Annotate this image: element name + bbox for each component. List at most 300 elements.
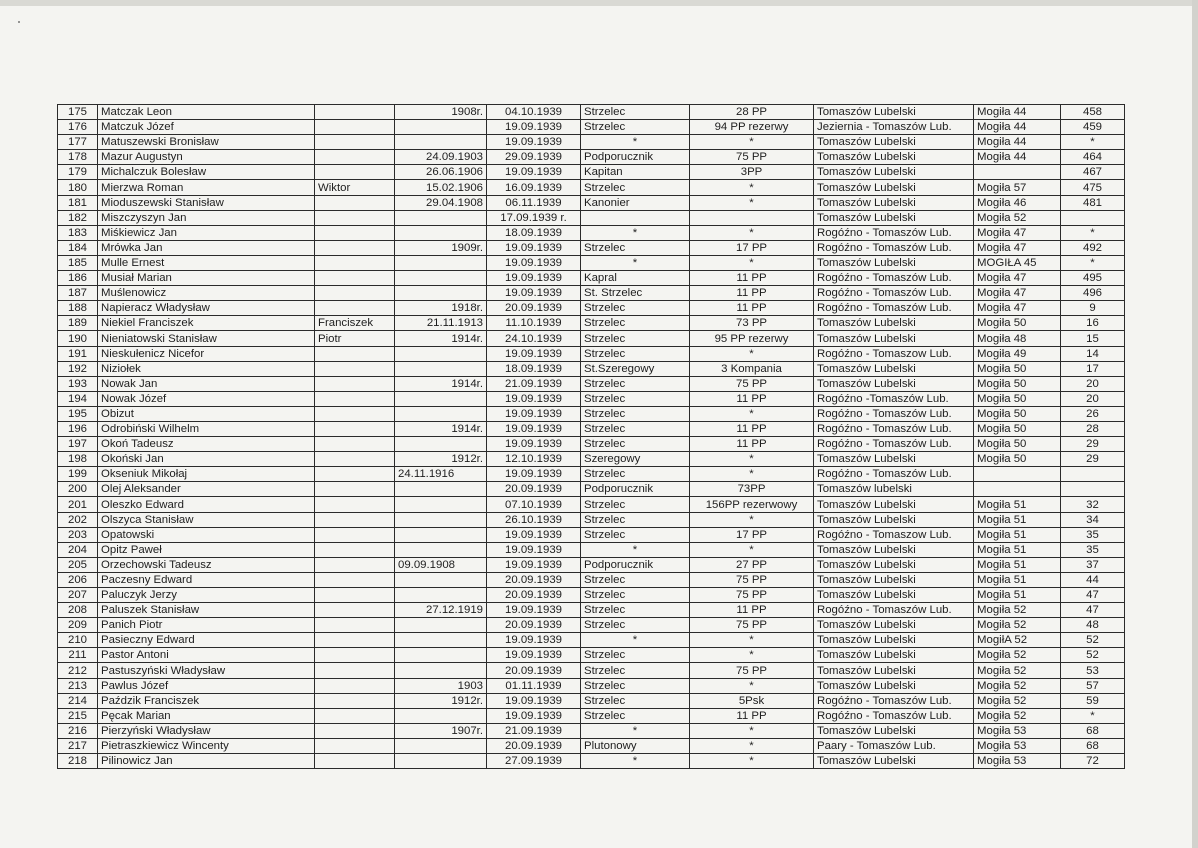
father-name-cell (315, 588, 395, 603)
father-name-cell (315, 105, 395, 120)
surname-name-cell: Orzechowski Tadeusz (98, 557, 315, 572)
surname-name-cell: Michalczuk Bolesław (98, 165, 315, 180)
surname-name-cell: Matczuk Józef (98, 120, 315, 135)
surname-name-cell: Mazur Augustyn (98, 150, 315, 165)
place-cell: Rogóźno - Tomaszów Lub. (814, 301, 974, 316)
row-number-cell: 185 (58, 255, 98, 270)
death-date-cell: 17.09.1939 r. (487, 210, 581, 225)
father-name-cell: Wiktor (315, 180, 395, 195)
death-date-cell: 19.09.1939 (487, 527, 581, 542)
place-cell: Tomaszów lubelski (814, 482, 974, 497)
grave-number-cell: * (1061, 255, 1125, 270)
grave-cell (974, 467, 1061, 482)
surname-name-cell: Mrówka Jan (98, 240, 315, 255)
birth-date-cell (395, 482, 487, 497)
place-cell: Tomaszów Lubelski (814, 557, 974, 572)
rank-cell: * (581, 225, 690, 240)
surname-name-cell: Nowak Józef (98, 391, 315, 406)
surname-name-cell: Miśkiewicz Jan (98, 225, 315, 240)
father-name-cell (315, 346, 395, 361)
rank-cell: * (581, 723, 690, 738)
rank-cell: St. Strzelec (581, 286, 690, 301)
row-number-cell: 210 (58, 633, 98, 648)
table-row (58, 542, 1125, 557)
birth-date-cell (395, 135, 487, 150)
unit-cell: * (690, 467, 814, 482)
unit-cell: 11 PP (690, 437, 814, 452)
place-cell: Tomaszów Lubelski (814, 588, 974, 603)
death-date-cell: 11.10.1939 (487, 316, 581, 331)
grave-cell: Mogiła 52 (974, 663, 1061, 678)
row-number-cell: 177 (58, 135, 98, 150)
unit-cell (690, 210, 814, 225)
birth-date-cell (395, 754, 487, 769)
row-number-cell: 192 (58, 361, 98, 376)
rank-cell: Strzelec (581, 240, 690, 255)
death-date-cell: 16.09.1939 (487, 180, 581, 195)
table-row (58, 376, 1125, 391)
birth-date-cell (395, 512, 487, 527)
birth-date-cell (395, 572, 487, 587)
grave-cell: Mogiła 46 (974, 195, 1061, 210)
death-date-cell: 19.09.1939 (487, 603, 581, 618)
row-number-cell: 188 (58, 301, 98, 316)
father-name-cell (315, 557, 395, 572)
birth-date-cell (395, 346, 487, 361)
table-row (58, 165, 1125, 180)
row-number-cell: 212 (58, 663, 98, 678)
place-cell: Rogóźno -Tomaszów Lub. (814, 391, 974, 406)
father-name-cell (315, 452, 395, 467)
father-name-cell (315, 135, 395, 150)
rank-cell: Kapitan (581, 165, 690, 180)
birth-date-cell: 24.11.1916 (395, 467, 487, 482)
death-date-cell: 26.10.1939 (487, 512, 581, 527)
unit-cell: 17 PP (690, 240, 814, 255)
birth-date-cell (395, 542, 487, 557)
table-row (58, 678, 1125, 693)
father-name-cell (315, 618, 395, 633)
row-number-cell: 186 (58, 271, 98, 286)
place-cell: Rogóźno - Tomaszów Lub. (814, 421, 974, 436)
place-cell: Rogóźno - Tomaszow Lub. (814, 346, 974, 361)
grave-cell: MogiłA 52 (974, 633, 1061, 648)
grave-number-cell: * (1061, 708, 1125, 723)
unit-cell: * (690, 648, 814, 663)
table-row (58, 723, 1125, 738)
father-name-cell (315, 165, 395, 180)
father-name-cell (315, 708, 395, 723)
grave-number-cell: 52 (1061, 648, 1125, 663)
grave-number-cell: 48 (1061, 618, 1125, 633)
birth-date-cell: 1918r. (395, 301, 487, 316)
birth-date-cell (395, 120, 487, 135)
grave-number-cell: 72 (1061, 754, 1125, 769)
place-cell: Tomaszów Lubelski (814, 135, 974, 150)
surname-name-cell: Okoń Tadeusz (98, 437, 315, 452)
place-cell: Tomaszów Lubelski (814, 105, 974, 120)
table-row (58, 708, 1125, 723)
rank-cell: Podporucznik (581, 557, 690, 572)
grave-cell: Mogiła 51 (974, 497, 1061, 512)
table-row (58, 467, 1125, 482)
grave-cell: Mogiła 50 (974, 437, 1061, 452)
unit-cell: * (690, 255, 814, 270)
grave-number-cell: 28 (1061, 421, 1125, 436)
rank-cell: Strzelec (581, 180, 690, 195)
table-row (58, 120, 1125, 135)
father-name-cell (315, 497, 395, 512)
birth-date-cell (395, 738, 487, 753)
grave-number-cell: * (1061, 135, 1125, 150)
grave-cell: Mogiła 47 (974, 225, 1061, 240)
father-name-cell (315, 255, 395, 270)
grave-number-cell: 467 (1061, 165, 1125, 180)
death-date-cell: 19.09.1939 (487, 135, 581, 150)
row-number-cell: 194 (58, 391, 98, 406)
unit-cell: * (690, 542, 814, 557)
father-name-cell (315, 527, 395, 542)
father-name-cell (315, 603, 395, 618)
row-number-cell: 183 (58, 225, 98, 240)
surname-name-cell: Paluczyk Jerzy (98, 588, 315, 603)
table-row (58, 437, 1125, 452)
place-cell: Rogóźno - Tomaszów Lub. (814, 271, 974, 286)
father-name-cell (315, 301, 395, 316)
surname-name-cell: Nowak Jan (98, 376, 315, 391)
grave-number-cell: 52 (1061, 633, 1125, 648)
surname-name-cell: Nieniatowski Stanisław (98, 331, 315, 346)
row-number-cell: 217 (58, 738, 98, 753)
grave-cell: Mogiła 44 (974, 135, 1061, 150)
birth-date-cell (395, 406, 487, 421)
place-cell: Tomaszów Lubelski (814, 452, 974, 467)
rank-cell: * (581, 542, 690, 557)
rank-cell: Strzelec (581, 331, 690, 346)
grave-number-cell: 492 (1061, 240, 1125, 255)
death-date-cell: 19.09.1939 (487, 286, 581, 301)
birth-date-cell (395, 361, 487, 376)
place-cell: Tomaszów Lubelski (814, 255, 974, 270)
birth-date-cell (395, 255, 487, 270)
unit-cell: 3 Kompania (690, 361, 814, 376)
father-name-cell (315, 437, 395, 452)
grave-number-cell: 459 (1061, 120, 1125, 135)
table-row (58, 150, 1125, 165)
grave-number-cell: 35 (1061, 527, 1125, 542)
birth-date-cell: 27.12.1919 (395, 603, 487, 618)
row-number-cell: 178 (58, 150, 98, 165)
grave-number-cell: 9 (1061, 301, 1125, 316)
death-date-cell: 19.09.1939 (487, 557, 581, 572)
rank-cell: Podporucznik (581, 150, 690, 165)
grave-cell: Mogiła 50 (974, 406, 1061, 421)
surname-name-cell: Paździk Franciszek (98, 693, 315, 708)
table-row (58, 255, 1125, 270)
father-name-cell (315, 210, 395, 225)
death-date-cell: 21.09.1939 (487, 376, 581, 391)
row-number-cell: 193 (58, 376, 98, 391)
grave-cell: Mogiła 52 (974, 693, 1061, 708)
grave-cell: Mogiła 50 (974, 452, 1061, 467)
burial-register-table (57, 104, 1125, 769)
father-name-cell (315, 663, 395, 678)
surname-name-cell: Matczak Leon (98, 105, 315, 120)
grave-number-cell: 32 (1061, 497, 1125, 512)
father-name-cell (315, 286, 395, 301)
place-cell: Rogóźno - Tomaszow Lub. (814, 527, 974, 542)
birth-date-cell (395, 210, 487, 225)
unit-cell: * (690, 346, 814, 361)
death-date-cell: 12.10.1939 (487, 452, 581, 467)
grave-cell: Mogiła 52 (974, 648, 1061, 663)
surname-name-cell: Obizut (98, 406, 315, 421)
unit-cell: * (690, 754, 814, 769)
surname-name-cell: Opitz Paweł (98, 542, 315, 557)
unit-cell: 75 PP (690, 376, 814, 391)
grave-cell: Mogiła 44 (974, 150, 1061, 165)
grave-number-cell (1061, 482, 1125, 497)
father-name-cell (315, 361, 395, 376)
grave-cell: Mogiła 52 (974, 603, 1061, 618)
grave-cell: Mogiła 53 (974, 754, 1061, 769)
rank-cell: Strzelec (581, 618, 690, 633)
table-row (58, 240, 1125, 255)
rank-cell: Strzelec (581, 421, 690, 436)
rank-cell: Strzelec (581, 663, 690, 678)
row-number-cell: 218 (58, 754, 98, 769)
place-cell: Tomaszów Lubelski (814, 497, 974, 512)
grave-number-cell: 20 (1061, 391, 1125, 406)
birth-date-cell (395, 588, 487, 603)
row-number-cell: 198 (58, 452, 98, 467)
father-name-cell (315, 678, 395, 693)
row-number-cell: 201 (58, 497, 98, 512)
birth-date-cell (395, 271, 487, 286)
birth-date-cell: 29.04.1908 (395, 195, 487, 210)
row-number-cell: 175 (58, 105, 98, 120)
rank-cell: Strzelec (581, 437, 690, 452)
unit-cell: 11 PP (690, 286, 814, 301)
birth-date-cell (395, 527, 487, 542)
surname-name-cell: Pietraszkiewicz Wincenty (98, 738, 315, 753)
unit-cell: * (690, 195, 814, 210)
place-cell: Rogóźno - Tomaszów Lub. (814, 240, 974, 255)
row-number-cell: 179 (58, 165, 98, 180)
place-cell: Rogóźno - Tomaszów Lub. (814, 603, 974, 618)
table-row (58, 663, 1125, 678)
unit-cell: 11 PP (690, 421, 814, 436)
birth-date-cell: 1912r. (395, 452, 487, 467)
death-date-cell: 07.10.1939 (487, 497, 581, 512)
table-row (58, 180, 1125, 195)
grave-cell: Mogiła 47 (974, 286, 1061, 301)
father-name-cell (315, 467, 395, 482)
table-row (58, 135, 1125, 150)
death-date-cell: 18.09.1939 (487, 361, 581, 376)
death-date-cell: 19.09.1939 (487, 648, 581, 663)
father-name-cell (315, 633, 395, 648)
surname-name-cell: Paluszek Stanisław (98, 603, 315, 618)
birth-date-cell: 1908r. (395, 105, 487, 120)
surname-name-cell: Pilinowicz Jan (98, 754, 315, 769)
row-number-cell: 199 (58, 467, 98, 482)
surname-name-cell: Niziołek (98, 361, 315, 376)
row-number-cell: 202 (58, 512, 98, 527)
table-row (58, 225, 1125, 240)
father-name-cell (315, 648, 395, 663)
unit-cell: 5Psk (690, 693, 814, 708)
grave-cell: Mogiła 52 (974, 210, 1061, 225)
place-cell: Tomaszów Lubelski (814, 150, 974, 165)
birth-date-cell (395, 618, 487, 633)
death-date-cell: 18.09.1939 (487, 225, 581, 240)
grave-number-cell: 14 (1061, 346, 1125, 361)
birth-date-cell (395, 708, 487, 723)
table-row (58, 572, 1125, 587)
unit-cell: 28 PP (690, 105, 814, 120)
grave-number-cell (1061, 210, 1125, 225)
death-date-cell: 20.09.1939 (487, 618, 581, 633)
grave-number-cell: 47 (1061, 588, 1125, 603)
place-cell: Tomaszów Lubelski (814, 633, 974, 648)
surname-name-cell: Muślenowicz (98, 286, 315, 301)
surname-name-cell: Pierzyński Władysław (98, 723, 315, 738)
row-number-cell: 205 (58, 557, 98, 572)
death-date-cell: 19.09.1939 (487, 165, 581, 180)
place-cell: Rogóźno - Tomaszów Lub. (814, 708, 974, 723)
grave-number-cell (1061, 467, 1125, 482)
father-name-cell (315, 738, 395, 753)
row-number-cell: 197 (58, 437, 98, 452)
row-number-cell: 191 (58, 346, 98, 361)
birth-date-cell: 21.11.1913 (395, 316, 487, 331)
surname-name-cell: Musiał Marian (98, 271, 315, 286)
death-date-cell: 01.11.1939 (487, 678, 581, 693)
table-row (58, 738, 1125, 753)
unit-cell: 11 PP (690, 391, 814, 406)
rank-cell: Podporucznik (581, 482, 690, 497)
table-row (58, 301, 1125, 316)
unit-cell: * (690, 180, 814, 195)
death-date-cell: 19.09.1939 (487, 708, 581, 723)
rank-cell: Strzelec (581, 648, 690, 663)
grave-number-cell: 59 (1061, 693, 1125, 708)
unit-cell: * (690, 135, 814, 150)
rank-cell: Strzelec (581, 572, 690, 587)
grave-cell: Mogiła 52 (974, 618, 1061, 633)
grave-number-cell: 53 (1061, 663, 1125, 678)
grave-number-cell: 15 (1061, 331, 1125, 346)
unit-cell: * (690, 678, 814, 693)
surname-name-cell: Pastuszyński Władysław (98, 663, 315, 678)
grave-cell: Mogiła 57 (974, 180, 1061, 195)
death-date-cell: 20.09.1939 (487, 588, 581, 603)
place-cell: Tomaszów Lubelski (814, 195, 974, 210)
unit-cell: * (690, 723, 814, 738)
unit-cell: 95 PP rezerwy (690, 331, 814, 346)
unit-cell: * (690, 512, 814, 527)
birth-date-cell: 1907r. (395, 723, 487, 738)
unit-cell: * (690, 633, 814, 648)
grave-number-cell: 29 (1061, 437, 1125, 452)
rank-cell: Kanonier (581, 195, 690, 210)
death-date-cell: 20.09.1939 (487, 301, 581, 316)
birth-date-cell: 1903 (395, 678, 487, 693)
death-date-cell: 20.09.1939 (487, 482, 581, 497)
table-row (58, 618, 1125, 633)
rank-cell: Strzelec (581, 391, 690, 406)
row-number-cell: 190 (58, 331, 98, 346)
table-row (58, 693, 1125, 708)
unit-cell: * (690, 452, 814, 467)
unit-cell: 11 PP (690, 603, 814, 618)
table-row (58, 633, 1125, 648)
unit-cell: 11 PP (690, 708, 814, 723)
rank-cell: Strzelec (581, 316, 690, 331)
place-cell: Tomaszów Lubelski (814, 542, 974, 557)
unit-cell: 3PP (690, 165, 814, 180)
place-cell: Tomaszów Lubelski (814, 316, 974, 331)
grave-cell: Mogiła 51 (974, 572, 1061, 587)
grave-cell: Mogiła 47 (974, 271, 1061, 286)
death-date-cell: 04.10.1939 (487, 105, 581, 120)
rank-cell: Strzelec (581, 678, 690, 693)
unit-cell: 11 PP (690, 271, 814, 286)
unit-cell: 75 PP (690, 572, 814, 587)
rank-cell: Strzelec (581, 376, 690, 391)
row-number-cell: 181 (58, 195, 98, 210)
surname-name-cell: Niekiel Franciszek (98, 316, 315, 331)
place-cell: Rogóźno - Tomaszów Lub. (814, 467, 974, 482)
father-name-cell (315, 271, 395, 286)
grave-cell: Mogiła 50 (974, 361, 1061, 376)
rank-cell: Strzelec (581, 527, 690, 542)
grave-number-cell: 458 (1061, 105, 1125, 120)
death-date-cell: 19.09.1939 (487, 406, 581, 421)
grave-number-cell: 16 (1061, 316, 1125, 331)
surname-name-cell: Mierzwa Roman (98, 180, 315, 195)
place-cell: Tomaszów Lubelski (814, 723, 974, 738)
table-row (58, 406, 1125, 421)
birth-date-cell (395, 497, 487, 512)
grave-number-cell: 17 (1061, 361, 1125, 376)
birth-date-cell: 15.02.1906 (395, 180, 487, 195)
place-cell: Rogóźno - Tomaszów Lub. (814, 406, 974, 421)
place-cell: Tomaszów Lubelski (814, 361, 974, 376)
grave-cell: MOGIŁA 45 (974, 255, 1061, 270)
table-row (58, 452, 1125, 467)
grave-cell: Mogiła 44 (974, 105, 1061, 120)
father-name-cell (315, 225, 395, 240)
death-date-cell: 20.09.1939 (487, 738, 581, 753)
birth-date-cell: 24.09.1903 (395, 150, 487, 165)
death-date-cell: 19.09.1939 (487, 421, 581, 436)
death-date-cell: 19.09.1939 (487, 542, 581, 557)
death-date-cell: 19.09.1939 (487, 693, 581, 708)
row-number-cell: 215 (58, 708, 98, 723)
place-cell: Tomaszów Lubelski (814, 512, 974, 527)
row-number-cell: 195 (58, 406, 98, 421)
place-cell: Rogóźno - Tomaszów Lub. (814, 286, 974, 301)
surname-name-cell: Pasieczny Edward (98, 633, 315, 648)
surname-name-cell: Okseniuk Mikołaj (98, 467, 315, 482)
grave-cell: Mogiła 48 (974, 331, 1061, 346)
grave-cell (974, 482, 1061, 497)
rank-cell: Szeregowy (581, 452, 690, 467)
surname-name-cell: Napieracz Władysław (98, 301, 315, 316)
unit-cell: 94 PP rezerwy (690, 120, 814, 135)
